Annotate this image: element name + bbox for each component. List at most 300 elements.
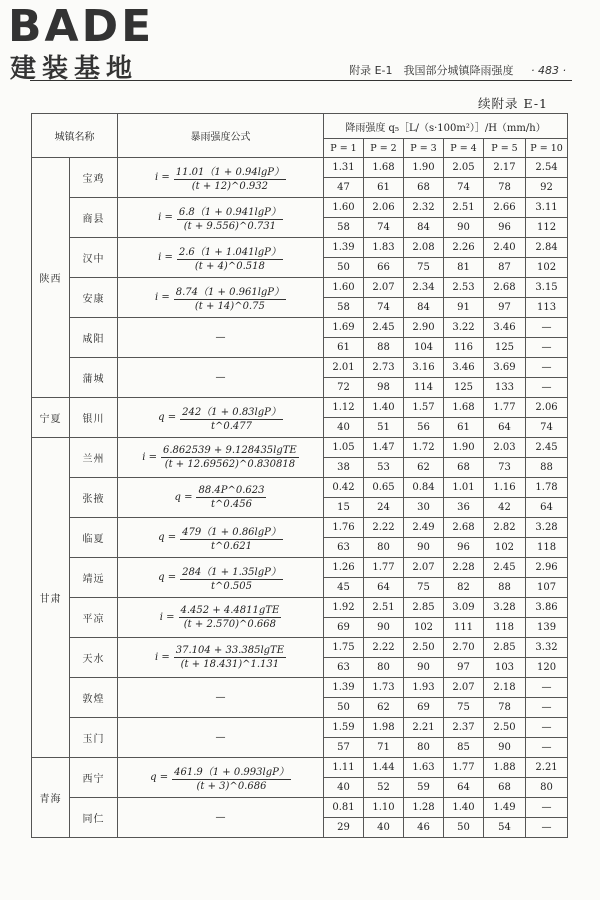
formula-fraction	[172, 763, 291, 792]
intensity-q-value: 2.28	[444, 558, 484, 578]
intensity-h-value: 61	[364, 178, 404, 198]
intensity-h-value: 81	[444, 258, 484, 278]
intensity-h-value: 47	[324, 178, 364, 198]
intensity-h-value: 61	[444, 418, 484, 438]
intensity-q-value: 2.70	[444, 638, 484, 658]
intensity-h-value: 102	[484, 538, 526, 558]
intensity-h-value: 97	[484, 298, 526, 318]
table-row	[32, 318, 568, 338]
intensity-h-value: 84	[404, 298, 444, 318]
formula-lhs: i =	[154, 652, 170, 663]
formula-numerator: 4.452 + 4.4811gTE	[180, 605, 280, 616]
intensity-q-value: 1.60	[324, 278, 364, 298]
intensity-h-value: 133	[484, 378, 526, 398]
formula-numerator: 37.104 + 33.385lgTE	[175, 645, 285, 656]
city-name-cell: 汉中	[70, 238, 118, 278]
province-cell: 陕西	[32, 158, 70, 398]
intensity-h-value: 112	[526, 218, 568, 238]
formula-numerator: 242（1 + 0.83lgP）	[180, 403, 283, 420]
formula-fraction	[180, 563, 283, 592]
city-name-cell: 靖远	[70, 558, 118, 598]
formula	[158, 563, 283, 592]
intensity-h-value: 40	[324, 418, 364, 438]
intensity-q-value: 1.63	[404, 758, 444, 778]
intensity-h-value: 88	[484, 578, 526, 598]
intensity-q-value: 1.68	[364, 158, 404, 178]
intensity-h-value: —	[526, 818, 568, 838]
table-row	[32, 278, 568, 298]
formula-lhs: q =	[158, 412, 177, 423]
intensity-h-value: 84	[404, 218, 444, 238]
intensity-q-value: 2.07	[404, 558, 444, 578]
formula-denominator: (t + 14)^0.75	[194, 301, 265, 312]
intensity-h-value: 15	[324, 498, 364, 518]
intensity-q-value: 2.51	[444, 198, 484, 218]
formula-numerator: 2.6（1 + 1.041lgP）	[177, 243, 283, 260]
intensity-q-value: 2.05	[444, 158, 484, 178]
intensity-h-value: 88	[364, 338, 404, 358]
no-formula-dash: —	[215, 332, 226, 343]
formula-fraction	[174, 645, 286, 670]
formula-denominator: (t + 3)^0.686	[196, 781, 267, 792]
intensity-q-value: 1.49	[484, 798, 526, 818]
intensity-h-value: 58	[324, 298, 364, 318]
intensity-h-value: 38	[324, 458, 364, 478]
section-title: 附录 E-1 我国部分城镇降雨强度	[349, 64, 514, 77]
table-row	[32, 678, 568, 698]
formula-fraction	[174, 283, 286, 312]
intensity-q-value: 2.45	[364, 318, 404, 338]
intensity-q-value: 1.77	[484, 398, 526, 418]
city-name-cell: 宝鸡	[70, 158, 118, 198]
intensity-h-value: 78	[484, 698, 526, 718]
formula-fraction	[177, 243, 283, 272]
intensity-h-value: 92	[526, 178, 568, 198]
formula	[160, 605, 282, 630]
intensity-h-value: 74	[364, 298, 404, 318]
running-head	[349, 62, 566, 78]
header-period-1: P = 1	[324, 139, 364, 158]
intensity-q-value: 1.83	[364, 238, 404, 258]
intensity-q-value: 2.01	[324, 358, 364, 378]
city-name-cell: 敦煌	[70, 678, 118, 718]
intensity-q-value: 2.08	[404, 238, 444, 258]
header-city-name: 城镇名称	[32, 114, 118, 158]
city-name-cell: 兰州	[70, 438, 118, 478]
city-name-cell: 商县	[70, 198, 118, 238]
formula-lhs: q =	[158, 532, 177, 543]
city-name-cell: 蒲城	[70, 358, 118, 398]
intensity-q-value: 2.54	[526, 158, 568, 178]
formula	[142, 445, 299, 470]
formula-cell	[118, 558, 324, 598]
formula-numerator: 461.9（1 + 0.993lgP）	[172, 763, 291, 780]
intensity-q-value: 1.68	[444, 398, 484, 418]
intensity-h-value: 90	[404, 658, 444, 678]
province-cell: 宁夏	[32, 398, 70, 438]
intensity-h-value: 97	[444, 658, 484, 678]
table-row	[32, 518, 568, 538]
intensity-q-value: 1.31	[324, 158, 364, 178]
formula	[175, 485, 267, 510]
intensity-h-value: 74	[526, 418, 568, 438]
intensity-q-value: 1.44	[364, 758, 404, 778]
city-name-cell: 玉门	[70, 718, 118, 758]
intensity-q-value: 1.93	[404, 678, 444, 698]
bade-logo	[8, 1, 188, 88]
intensity-h-value: 64	[484, 418, 526, 438]
table-row	[32, 718, 568, 738]
intensity-h-value: 125	[484, 338, 526, 358]
formula	[155, 283, 286, 312]
intensity-q-value: 2.50	[484, 718, 526, 738]
intensity-h-value: 74	[364, 218, 404, 238]
intensity-h-value: 63	[324, 658, 364, 678]
intensity-h-value: 45	[324, 578, 364, 598]
intensity-q-value: 3.46	[444, 358, 484, 378]
intensity-h-value: 82	[444, 578, 484, 598]
intensity-h-value: 24	[364, 498, 404, 518]
intensity-h-value: 80	[526, 778, 568, 798]
intensity-q-value: 1.12	[324, 398, 364, 418]
formula	[158, 243, 283, 272]
intensity-h-value: 62	[364, 698, 404, 718]
intensity-h-value: 36	[444, 498, 484, 518]
header-period-6: P = 10	[526, 139, 568, 158]
intensity-h-value: 90	[364, 618, 404, 638]
table-row	[32, 598, 568, 618]
intensity-h-value: 66	[364, 258, 404, 278]
intensity-h-value: 118	[484, 618, 526, 638]
intensity-h-value: 111	[444, 618, 484, 638]
intensity-q-value: 1.72	[404, 438, 444, 458]
intensity-h-value: 71	[364, 738, 404, 758]
intensity-q-value: 2.68	[484, 278, 526, 298]
intensity-h-value: 52	[364, 778, 404, 798]
intensity-q-value: 1.75	[324, 638, 364, 658]
intensity-h-value: 74	[444, 178, 484, 198]
intensity-q-value: 1.73	[364, 678, 404, 698]
intensity-q-value: 2.34	[404, 278, 444, 298]
formula-cell	[118, 278, 324, 318]
formula	[158, 403, 283, 432]
intensity-q-value: 2.68	[444, 518, 484, 538]
formula-numerator: 88.4P^0.623	[198, 485, 265, 496]
no-formula-dash: —	[215, 372, 226, 383]
intensity-h-value: 56	[404, 418, 444, 438]
city-name-cell: 临夏	[70, 518, 118, 558]
table-row	[32, 798, 568, 818]
intensity-h-value: —	[526, 698, 568, 718]
province-cell: 甘肃	[32, 438, 70, 758]
formula-numerator: 8.74（1 + 0.961lgP）	[174, 283, 286, 300]
city-name-cell: 安康	[70, 278, 118, 318]
formula-cell	[118, 598, 324, 638]
intensity-h-value: 107	[526, 578, 568, 598]
intensity-q-value: 2.21	[526, 758, 568, 778]
formula-cell	[118, 638, 324, 678]
intensity-q-value: 3.11	[526, 198, 568, 218]
formula-denominator: t^0.477	[210, 421, 252, 432]
intensity-q-value: 1.69	[324, 318, 364, 338]
logo-subtitle: 建装基地	[10, 54, 139, 84]
intensity-h-value: 62	[404, 458, 444, 478]
city-name-cell: 银川	[70, 398, 118, 438]
intensity-q-value: —	[526, 718, 568, 738]
intensity-h-value: 102	[526, 258, 568, 278]
formula-fraction	[196, 485, 266, 510]
formula-denominator: t^0.505	[210, 581, 252, 592]
intensity-q-value: 1.16	[484, 478, 526, 498]
intensity-h-value: 120	[526, 658, 568, 678]
intensity-q-value: 2.03	[484, 438, 526, 458]
formula-denominator: t^0.456	[210, 499, 252, 510]
intensity-q-value: 2.85	[404, 598, 444, 618]
intensity-h-value: 90	[404, 538, 444, 558]
intensity-q-value: 3.86	[526, 598, 568, 618]
intensity-q-value: 1.59	[324, 718, 364, 738]
intensity-q-value: 1.90	[444, 438, 484, 458]
formula-numerator: 479（1 + 0.86lgP）	[180, 523, 283, 540]
formula-denominator: t^0.621	[210, 541, 252, 552]
intensity-q-value: 3.46	[484, 318, 526, 338]
intensity-q-value: 2.51	[364, 598, 404, 618]
intensity-h-value: —	[526, 738, 568, 758]
city-name-cell: 天水	[70, 638, 118, 678]
formula	[155, 163, 286, 192]
formula	[155, 645, 286, 670]
formula-cell	[118, 718, 324, 758]
formula-cell	[118, 438, 324, 478]
intensity-q-value: 0.84	[404, 478, 444, 498]
intensity-h-value: 102	[404, 618, 444, 638]
intensity-h-value: 75	[404, 258, 444, 278]
intensity-q-value: 2.37	[444, 718, 484, 738]
formula-fraction	[174, 163, 286, 192]
intensity-h-value: 29	[324, 818, 364, 838]
intensity-h-value: 85	[444, 738, 484, 758]
header-period-2: P = 2	[364, 139, 404, 158]
intensity-h-value: 59	[404, 778, 444, 798]
table-row	[32, 758, 568, 778]
intensity-q-value: 1.57	[404, 398, 444, 418]
intensity-q-value: 1.05	[324, 438, 364, 458]
formula-fraction	[177, 203, 283, 232]
formula-lhs: i =	[159, 612, 175, 623]
intensity-h-value: 114	[404, 378, 444, 398]
intensity-h-value: 116	[444, 338, 484, 358]
intensity-h-value: 46	[404, 818, 444, 838]
formula-lhs: q =	[158, 572, 177, 583]
formula-lhs: i =	[142, 452, 157, 463]
intensity-h-value: 57	[324, 738, 364, 758]
header-period-5: P = 5	[484, 139, 526, 158]
intensity-q-value: 2.21	[404, 718, 444, 738]
intensity-q-value: 2.06	[526, 398, 568, 418]
formula-fraction	[161, 445, 299, 470]
intensity-q-value: —	[526, 798, 568, 818]
intensity-q-value: 2.22	[364, 518, 404, 538]
intensity-h-value: 53	[364, 458, 404, 478]
intensity-q-value: 2.32	[404, 198, 444, 218]
formula-fraction	[179, 605, 282, 630]
formula-fraction	[180, 403, 283, 432]
formula-cell	[118, 398, 324, 438]
intensity-h-value: 125	[444, 378, 484, 398]
intensity-q-value: 2.45	[526, 438, 568, 458]
table-row	[32, 238, 568, 258]
intensity-h-value: 78	[484, 178, 526, 198]
formula-cell	[118, 478, 324, 518]
intensity-h-value: 87	[484, 258, 526, 278]
intensity-q-value: 1.77	[444, 758, 484, 778]
intensity-q-value: 3.28	[484, 598, 526, 618]
formula-cell	[118, 798, 324, 838]
intensity-h-value: 64	[526, 498, 568, 518]
intensity-q-value: 1.76	[324, 518, 364, 538]
no-formula-dash: —	[215, 692, 226, 703]
formula-numerator: 6.862539 + 9.128435lgTE	[163, 445, 297, 456]
header-formula: 暴雨强度公式	[118, 114, 324, 158]
intensity-q-value: 0.42	[324, 478, 364, 498]
logo-wordmark: BADE	[8, 1, 155, 52]
intensity-q-value: 2.06	[364, 198, 404, 218]
intensity-h-value: 42	[484, 498, 526, 518]
intensity-h-value: 96	[444, 538, 484, 558]
formula-denominator: (t + 2.570)^0.668	[183, 619, 276, 630]
intensity-q-value: 1.47	[364, 438, 404, 458]
intensity-h-value: 68	[404, 178, 444, 198]
intensity-q-value: 2.96	[526, 558, 568, 578]
intensity-q-value: 1.98	[364, 718, 404, 738]
formula-cell	[118, 318, 324, 358]
intensity-h-value: 113	[526, 298, 568, 318]
intensity-h-value: 50	[444, 818, 484, 838]
intensity-h-value: —	[526, 338, 568, 358]
formula-denominator: (t + 4)^0.518	[194, 261, 265, 272]
intensity-q-value: 3.69	[484, 358, 526, 378]
table-row	[32, 198, 568, 218]
city-name-cell: 西宁	[70, 758, 118, 798]
intensity-q-value: 1.26	[324, 558, 364, 578]
formula	[150, 763, 291, 792]
intensity-q-value: 1.11	[324, 758, 364, 778]
intensity-h-value: 63	[324, 538, 364, 558]
city-name-cell: 咸阳	[70, 318, 118, 358]
intensity-q-value: 1.39	[324, 238, 364, 258]
intensity-h-value: 40	[324, 778, 364, 798]
formula-lhs: i =	[158, 212, 173, 223]
intensity-q-value: 2.66	[484, 198, 526, 218]
intensity-q-value: 2.90	[404, 318, 444, 338]
intensity-q-value: 1.28	[404, 798, 444, 818]
formula-cell	[118, 238, 324, 278]
header-rule	[30, 80, 572, 81]
intensity-h-value: 118	[526, 538, 568, 558]
intensity-q-value: 2.82	[484, 518, 526, 538]
formula-cell	[118, 198, 324, 238]
intensity-q-value: 2.49	[404, 518, 444, 538]
intensity-h-value: 69	[324, 618, 364, 638]
intensity-q-value: 0.81	[324, 798, 364, 818]
formula-fraction	[180, 523, 283, 552]
intensity-q-value: 2.85	[484, 638, 526, 658]
intensity-q-value: 2.45	[484, 558, 526, 578]
table-row	[32, 438, 568, 458]
intensity-h-value: 61	[324, 338, 364, 358]
rainfall-intensity-table	[31, 113, 568, 838]
intensity-q-value: 2.07	[364, 278, 404, 298]
intensity-q-value: —	[526, 678, 568, 698]
intensity-h-value: 58	[324, 218, 364, 238]
intensity-q-value: 2.84	[526, 238, 568, 258]
city-name-cell: 张掖	[70, 478, 118, 518]
intensity-h-value: 139	[526, 618, 568, 638]
intensity-h-value: 50	[324, 698, 364, 718]
intensity-h-value: 75	[404, 578, 444, 598]
intensity-h-value: 88	[526, 458, 568, 478]
intensity-q-value: 2.50	[404, 638, 444, 658]
intensity-h-value: 75	[444, 698, 484, 718]
intensity-h-value: 50	[324, 258, 364, 278]
table-row	[32, 478, 568, 498]
formula-denominator: (t + 12)^0.932	[191, 181, 269, 192]
formula-cell	[118, 358, 324, 398]
table-row	[32, 358, 568, 378]
table-row	[32, 158, 568, 178]
intensity-q-value: 1.40	[364, 398, 404, 418]
intensity-q-value: 2.17	[484, 158, 526, 178]
table-row	[32, 638, 568, 658]
intensity-h-value: —	[526, 378, 568, 398]
intensity-q-value: —	[526, 358, 568, 378]
intensity-h-value: 54	[484, 818, 526, 838]
intensity-q-value: 3.32	[526, 638, 568, 658]
intensity-h-value: 80	[364, 658, 404, 678]
intensity-q-value: 2.18	[484, 678, 526, 698]
intensity-q-value: 1.77	[364, 558, 404, 578]
formula-denominator: (t + 9.556)^0.731	[183, 221, 276, 232]
intensity-h-value: 51	[364, 418, 404, 438]
formula-lhs: i =	[158, 252, 173, 263]
intensity-h-value: 73	[484, 458, 526, 478]
intensity-q-value: 1.92	[324, 598, 364, 618]
intensity-q-value: 1.90	[404, 158, 444, 178]
header-period-4: P = 4	[444, 139, 484, 158]
no-formula-dash: —	[215, 812, 226, 823]
intensity-h-value: 68	[444, 458, 484, 478]
intensity-h-value: 80	[364, 538, 404, 558]
header-period-3: P = 3	[404, 139, 444, 158]
intensity-q-value: 2.53	[444, 278, 484, 298]
intensity-q-value: 3.16	[404, 358, 444, 378]
intensity-h-value: 90	[444, 218, 484, 238]
intensity-q-value: 1.60	[324, 198, 364, 218]
formula-lhs: i =	[154, 172, 170, 183]
intensity-h-value: 104	[404, 338, 444, 358]
intensity-h-value: 69	[404, 698, 444, 718]
intensity-q-value: 3.15	[526, 278, 568, 298]
formula-lhs: q =	[150, 772, 169, 783]
intensity-h-value: 64	[364, 578, 404, 598]
intensity-q-value: 3.28	[526, 518, 568, 538]
formula-cell	[118, 678, 324, 718]
intensity-q-value: 1.40	[444, 798, 484, 818]
intensity-h-value: 72	[324, 378, 364, 398]
province-cell: 青海	[32, 758, 70, 838]
formula-numerator: 284（1 + 1.35lgP）	[180, 563, 283, 580]
formula-denominator: (t + 18.431)^1.131	[180, 659, 280, 670]
